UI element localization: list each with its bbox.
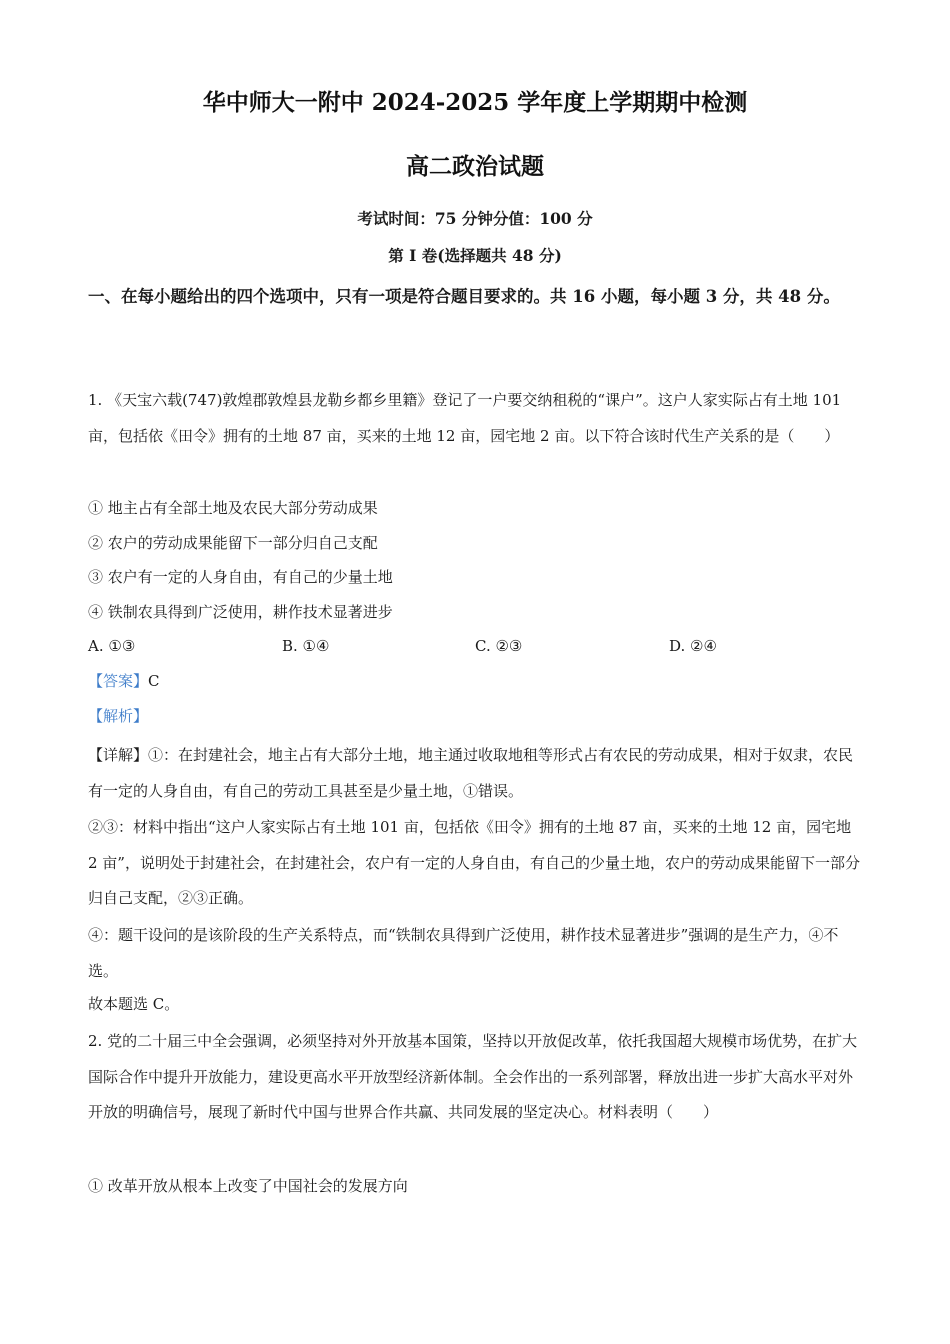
document-subtitle: 高二政治试题: [406, 153, 544, 180]
section-instruction: 一、在每小题给出的四个选项中，只有一项是符合题目要求的。共 16 小题，每小题 3 分，共 48 分。: [88, 287, 840, 306]
question-1-statement-4: ④ 铁制农具得到广泛使用，耕作技术显著进步: [88, 603, 393, 621]
question-1-statement-2: ② 农户的劳动成果能留下一部分归自己支配: [88, 534, 378, 552]
question-2-stem: 2. 党的二十届三中全会强调，必须坚持对外开放基本国策，坚持以开放促改革，依托我国超大规模市场优势，在扩大国际合作中提升开放能力，建设更高水平开放型经济新体制。全会作出的一系列部署，释放出进一步扩大高水平对外开放的明确信号，展现了新时代中国与世界合作共赢、共同发展的坚定决心。材料表明（ ）: [88, 1032, 858, 1121]
conclusion: 故本题选 C。: [88, 995, 180, 1013]
answer-value: C: [148, 672, 160, 690]
option-d: D. ②④: [669, 637, 717, 655]
analysis-label: 【解析】: [88, 707, 149, 725]
option-c: C. ②③: [475, 637, 523, 655]
answer-label: 【答案】: [88, 672, 149, 690]
exam-info: 考试时间：75 分钟分值：100 分: [357, 209, 593, 228]
option-a: A. ①③: [88, 637, 136, 655]
question-1-stem: 1. 《天宝六载(747)敦煌郡敦煌县龙勒乡都乡里籍》登记了一户要交纳租税的“课户”。这户人家实际占有土地 101 亩，包括依《田令》拥有的土地 87 亩，买来的土地 12 亩，园宅地 2 亩。以下符合该时代生产关系的是（ ）: [88, 391, 842, 445]
question-2-statement-1: ① 改革开放从根本上改变了中国社会的发展方向: [88, 1177, 408, 1195]
document-title: 华中师大一附中 2024-2025 学年度上学期期中检测: [202, 89, 748, 116]
question-1-statement-3: ③ 农户有一定的人身自由，有自己的少量土地: [88, 568, 393, 586]
answer-line: [88, 670, 160, 692]
question-1-statement-1: ① 地主占有全部土地及农民大部分劳动成果: [88, 499, 378, 517]
detail-paragraph-3: ④：题干设问的是该阶段的生产关系特点，而“铁制农具得到广泛使用，耕作技术显著进步”强调的是生产力，④不选。: [88, 926, 839, 980]
volume-heading: 第 I 卷(选择题共 48 分): [388, 246, 562, 265]
detail-paragraph-2: ②③：材料中指出“这户人家实际占有土地 101 亩，包括依《田令》拥有的土地 87 亩，买来的土地 12 亩，园宅地 2 亩”，说明处于封建社会，在封建社会，农户有一定的人身自由，有自己的少量土地，农户的劳动成果能留下一部分归自己支配，②③正确。: [88, 818, 860, 907]
detail-paragraph-1: 【详解】①：在封建社会，地主占有大部分土地，地主通过收取地租等形式占有农民的劳动成果，相对于奴隶，农民有一定的人身自由，有自己的劳动工具甚至是少量土地，①错误。: [88, 746, 854, 800]
option-b: B. ①④: [282, 637, 330, 655]
question-1-options: [88, 635, 863, 657]
